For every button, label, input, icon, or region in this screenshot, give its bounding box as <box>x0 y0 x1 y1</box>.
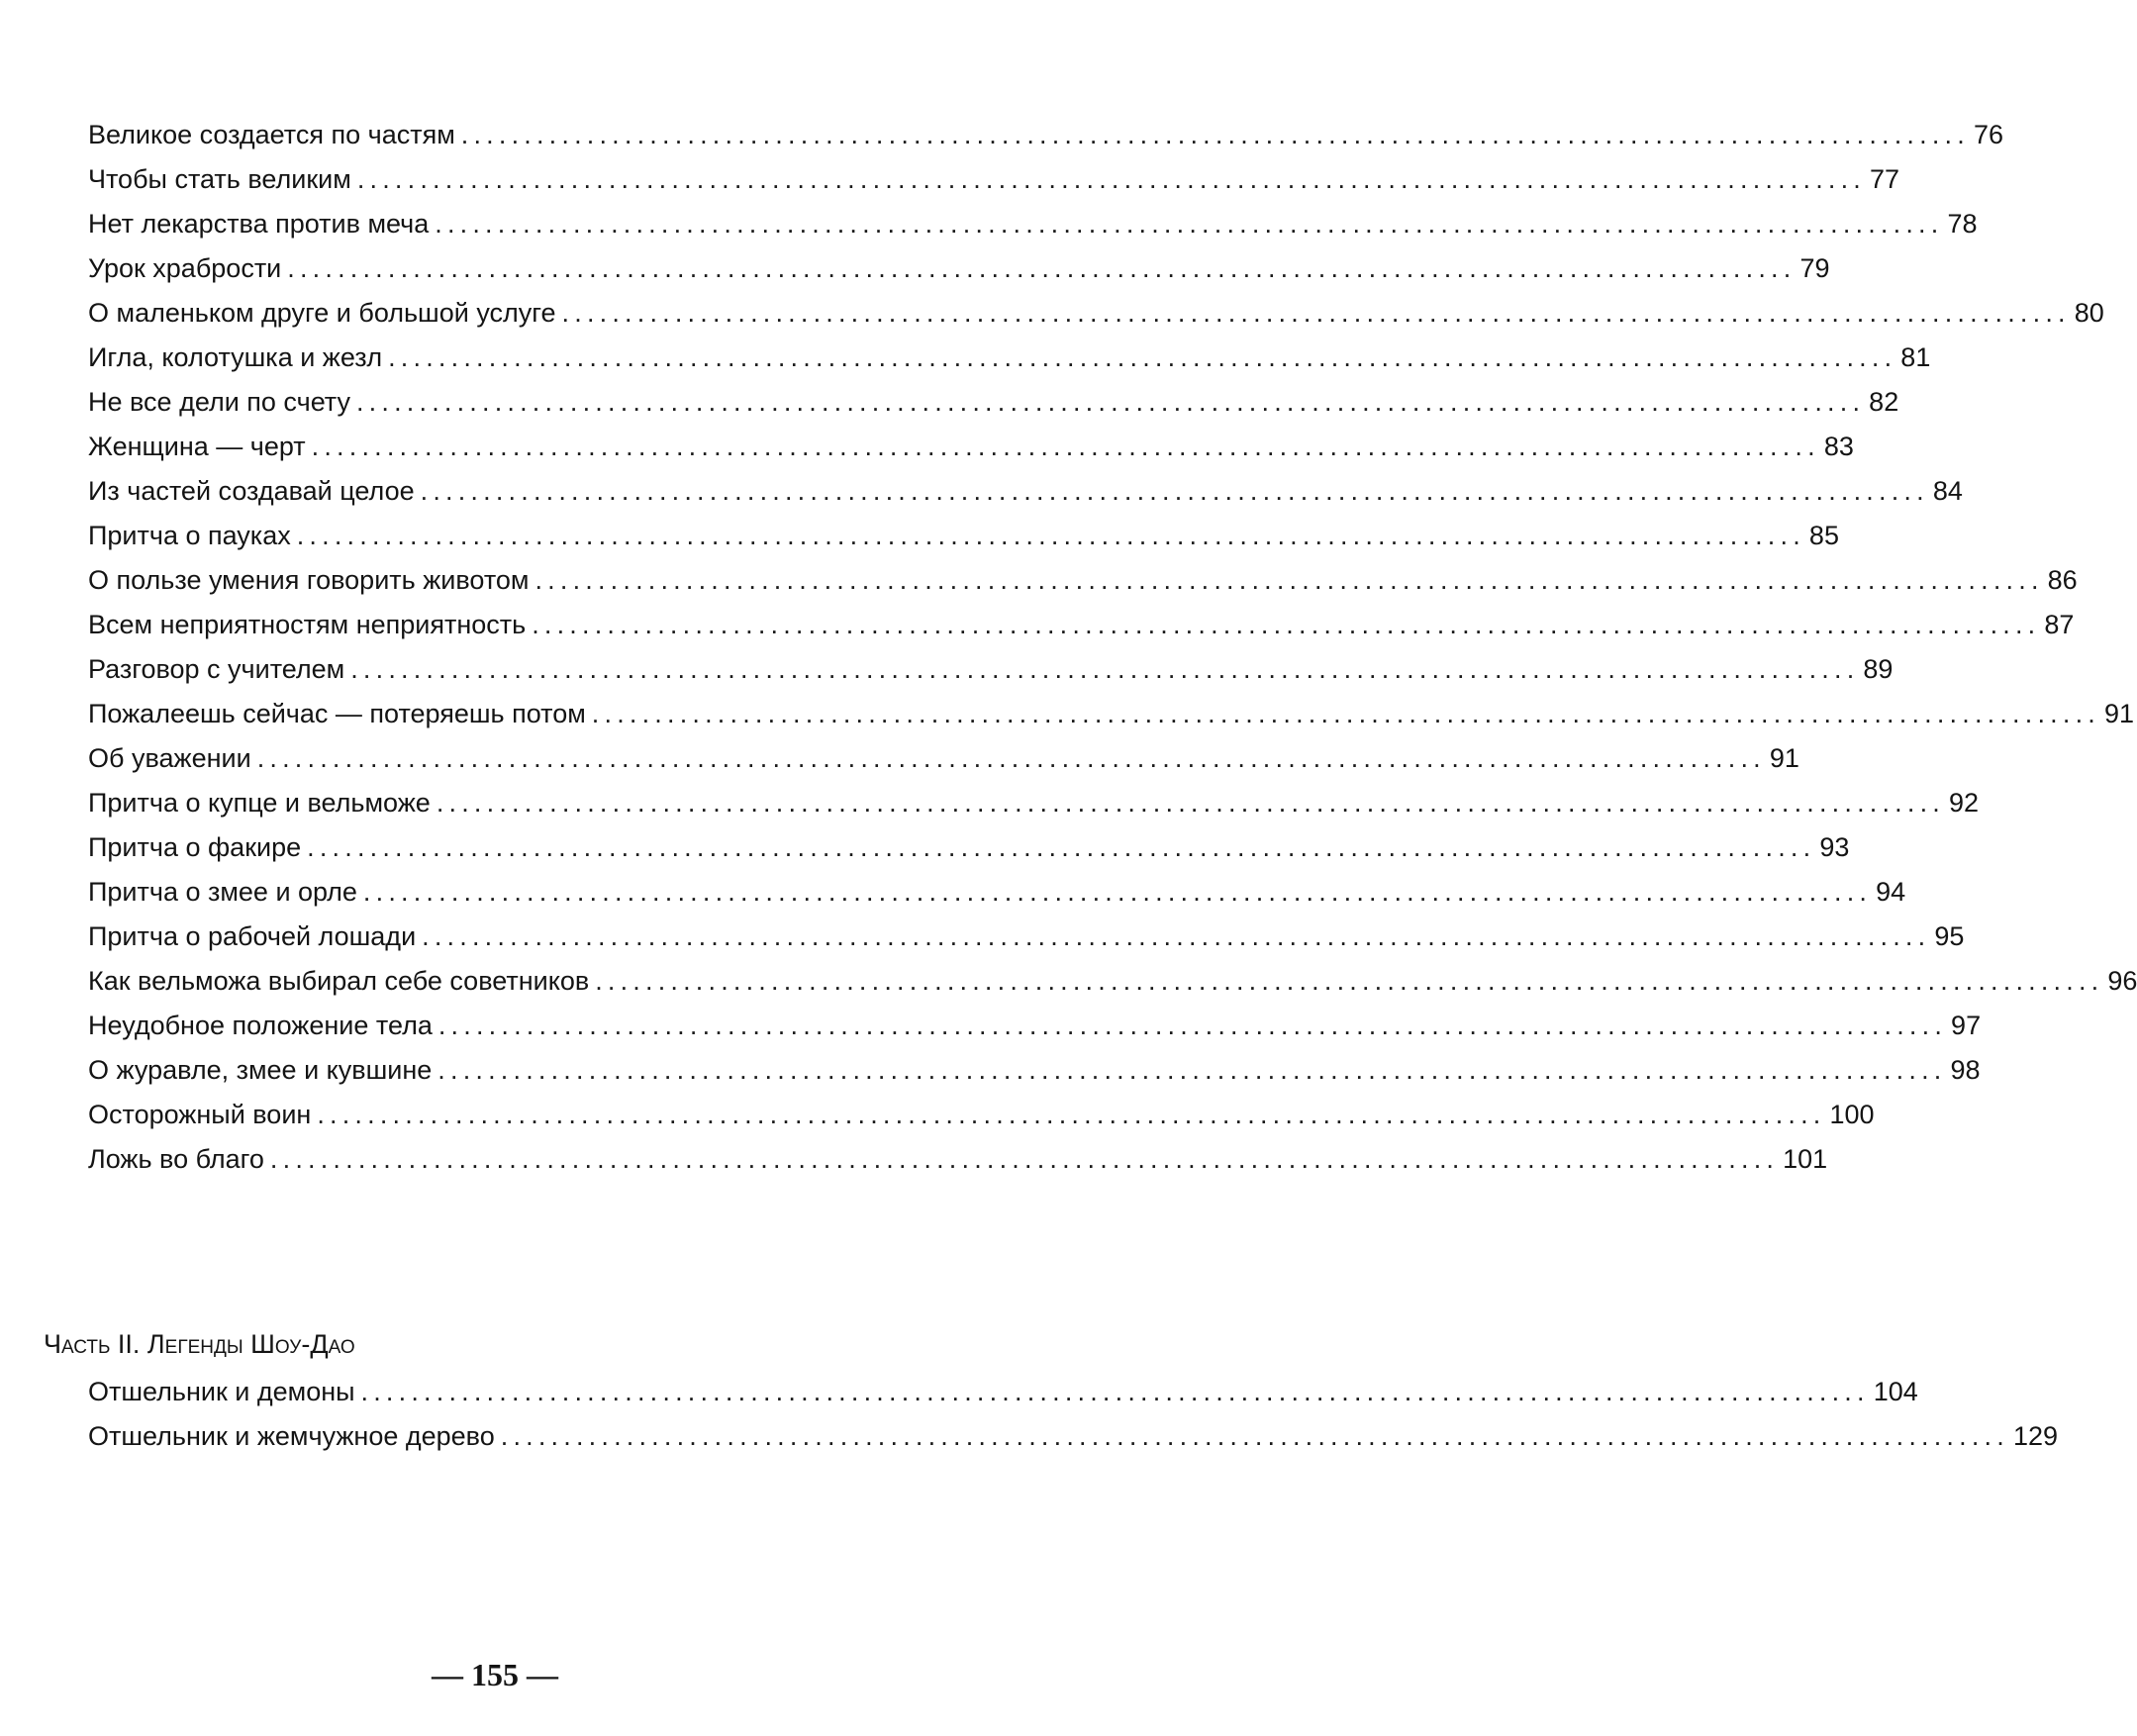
toc-entry-title: О журавле, змее и кувшине <box>88 1055 433 1085</box>
toc-entry-title: Нет лекарства против меча <box>88 209 430 239</box>
dot-leader: ........................................................................................................................ <box>317 1100 1826 1129</box>
toc-entry <box>88 382 1899 422</box>
toc-entry-title: Разговор с учителем <box>88 654 345 684</box>
toc-entry <box>88 293 2104 333</box>
dot-leader: ........................................................................................................................ <box>269 1144 1780 1174</box>
toc-entry-page: 129 <box>2012 1421 2058 1451</box>
toc-entry <box>88 1050 1981 1090</box>
toc-entry <box>88 427 1854 466</box>
toc-entry-title: Об уважении <box>88 743 251 773</box>
toc-entry-page: 82 <box>1869 387 1899 417</box>
toc-entry <box>88 115 2003 154</box>
dot-leader: ........................................................................................................................ <box>591 699 2100 728</box>
dot-leader: ........................................................................................................................ <box>422 921 1931 951</box>
toc-entry-title: Из частей создавай целое <box>88 476 415 506</box>
toc-entry-title: Притча о факире <box>88 832 302 862</box>
toc-entry-title: О маленьком друге и большой услуге <box>88 298 556 328</box>
toc-entry <box>88 338 1931 377</box>
toc-entry <box>88 605 2075 644</box>
toc-entry-page: 85 <box>1808 521 1839 550</box>
toc-entry <box>88 248 1830 288</box>
toc-entry-page: 80 <box>2074 298 2104 328</box>
toc-entry <box>88 961 2137 1001</box>
toc-entry <box>88 738 1799 778</box>
toc-entry-page: 93 <box>1819 832 1850 862</box>
toc-entry-page: 77 <box>1870 164 1900 194</box>
toc-entry-title: Притча о купце и вельможе <box>88 788 431 818</box>
toc-entry-title: Притча о рабочей лошади <box>88 921 417 951</box>
toc-entry <box>88 783 1980 822</box>
part-heading: Часть II. Легенды Шоу-Дао <box>44 1329 355 1359</box>
dot-leader: ........................................................................................................................ <box>256 743 1766 773</box>
toc-entry-page: 84 <box>1932 476 1963 506</box>
toc-entry-page: 89 <box>1863 654 1894 684</box>
dot-leader: ........................................................................................................................ <box>360 1377 1870 1406</box>
toc-entry-page: 87 <box>2044 610 2075 639</box>
toc-entry <box>88 159 1900 199</box>
dot-leader: ........................................................................................................................ <box>534 565 2044 595</box>
toc-entry-title: Всем неприятностям неприятность <box>88 610 527 639</box>
toc-entry-page: 100 <box>1829 1100 1875 1129</box>
toc-entry-page: 83 <box>1823 432 1854 461</box>
toc-entry-title: Игла, колотушка и жезл <box>88 342 383 372</box>
toc-entry <box>88 1416 2058 1456</box>
toc-entry <box>88 516 1839 555</box>
dot-leader: ........................................................................................................................ <box>350 654 1860 684</box>
toc-entry-title: Отшельник и демоны <box>88 1377 355 1406</box>
toc-entry <box>88 916 1965 956</box>
toc-entry-page: 76 <box>1973 120 2003 149</box>
toc-entry-page: 91 <box>2103 699 2135 728</box>
toc-entry-title: Не все дели по счету <box>88 387 350 417</box>
toc-entry-title: О пользе умения говорить животом <box>88 565 530 595</box>
toc-entry <box>88 872 1906 912</box>
toc-entry-page: 78 <box>1947 209 1978 239</box>
dot-leader: ........................................................................................................................ <box>532 610 2041 639</box>
toc-entry <box>88 1139 1828 1179</box>
toc-entry-title: Осторожный воин <box>88 1100 312 1129</box>
dot-leader: ........................................................................................................................ <box>355 387 1866 417</box>
toc-entry-title: Ложь во благо <box>88 1144 264 1174</box>
dot-leader: ........................................................................................................................ <box>437 1011 1948 1040</box>
toc-entry-title: Урок храбрости <box>88 253 282 283</box>
toc-entry-title: Как вельможа выбирал себе советников <box>88 966 590 996</box>
toc-entry <box>88 827 1850 867</box>
toc-entry-page: 79 <box>1799 253 1830 283</box>
toc-entry-title: Неудобное положение тела <box>88 1011 433 1040</box>
toc-entry-page: 91 <box>1769 743 1799 773</box>
dot-leader: ........................................................................................................................ <box>420 476 1929 506</box>
toc-entry-title: Женщина — черт <box>88 432 306 461</box>
toc-entry-title: Отшельник и жемчужное дерево <box>88 1421 495 1451</box>
toc-entry <box>88 1372 1918 1411</box>
toc-entry-title: Пожалеешь сейчас — потеряешь потом <box>88 699 586 728</box>
dot-leader: ........................................................................................................................ <box>356 164 1867 194</box>
toc-entry-page: 95 <box>1934 921 1965 951</box>
toc-entry <box>88 1006 1982 1045</box>
dot-leader: ........................................................................................................................ <box>436 788 1945 818</box>
dot-leader: ........................................................................................................................ <box>595 966 2104 996</box>
toc-entry-title: Притча о пауках <box>88 521 291 550</box>
toc-entry-page: 96 <box>2107 966 2137 996</box>
dot-leader: ........................................................................................................................ <box>437 1055 1947 1085</box>
dot-leader: ........................................................................................................................ <box>311 432 1820 461</box>
toc-entry-title: Чтобы стать великим <box>88 164 351 194</box>
toc-entry <box>88 1095 1875 1134</box>
dot-leader: ........................................................................................................................ <box>362 877 1873 907</box>
toc-entry-page: 98 <box>1950 1055 1981 1085</box>
toc-entry-title: Притча о змее и орле <box>88 877 357 907</box>
dot-leader: ........................................................................................................................ <box>500 1421 2009 1451</box>
toc-entry-page: 97 <box>1951 1011 1982 1040</box>
toc-entry-page: 101 <box>1783 1144 1828 1174</box>
dot-leader: ........................................................................................................................ <box>307 832 1816 862</box>
page-number: — 155 — <box>432 1657 558 1692</box>
dot-leader: ........................................................................................................................ <box>388 342 1897 372</box>
toc-entry-page: 92 <box>1949 788 1980 818</box>
toc-entry <box>88 471 1963 511</box>
toc-entry-title: Великое создается по частям <box>88 120 455 149</box>
dot-leader: ........................................................................................................................ <box>460 120 1970 149</box>
dot-leader: ........................................................................................................................ <box>435 209 1944 239</box>
dot-leader: ........................................................................................................................ <box>561 298 2071 328</box>
toc-entry <box>88 560 2078 600</box>
toc-entry-page: 81 <box>1900 342 1931 372</box>
toc-entry <box>88 649 1894 689</box>
toc-entry-page: 104 <box>1873 1377 1918 1406</box>
dot-leader: ........................................................................................................................ <box>287 253 1797 283</box>
toc-entry <box>88 204 1978 243</box>
toc-entry-page: 86 <box>2047 565 2078 595</box>
dot-leader: ........................................................................................................................ <box>296 521 1805 550</box>
toc-entry <box>88 694 2135 733</box>
toc-entry-page: 94 <box>1876 877 1906 907</box>
